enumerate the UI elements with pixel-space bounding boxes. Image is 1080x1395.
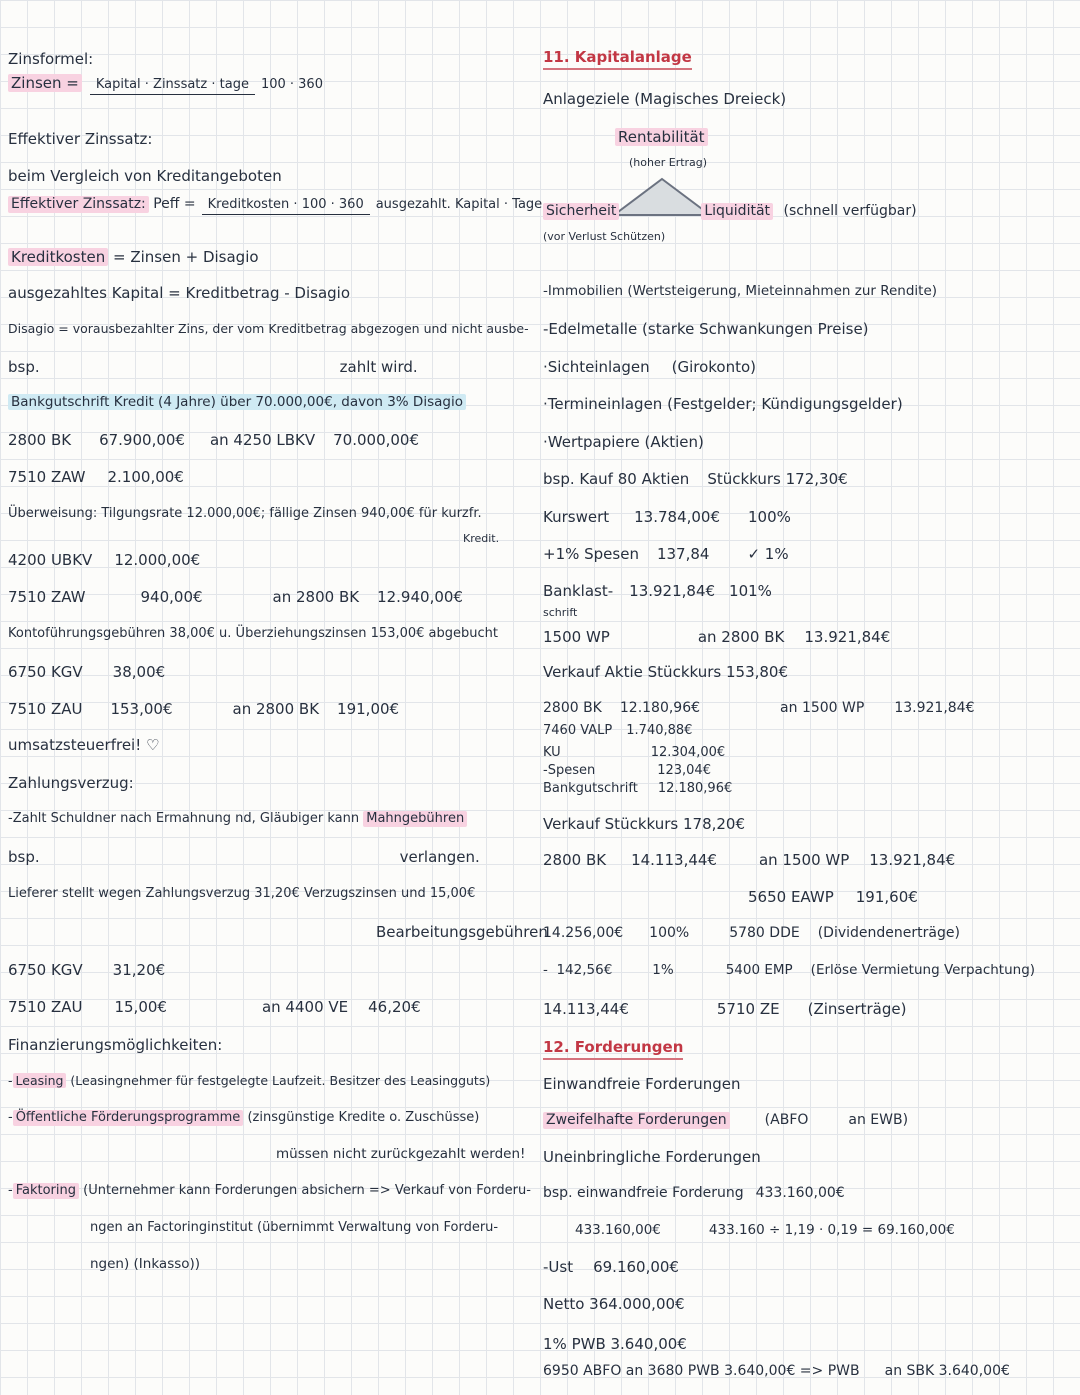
note-line [543,203,917,220]
fraction: Kreditkosten · 100 · 360 ausgezahlt. Kapital · Tage [202,197,549,215]
note-line [543,508,791,526]
text-segment: Finanzierungsmöglichkeiten: [8,1036,223,1054]
highlighted-term: Effektiver Zinssatz: [8,196,149,213]
note-line [543,1038,683,1060]
text-segment: 137,84 [656,545,710,563]
text-segment: 101% [729,582,772,600]
note-line [543,815,745,833]
note-line [8,1073,490,1088]
note-line [543,470,848,488]
text-segment: 13.784,00€ [634,508,721,526]
highlighted-term: Bankgutschrift Kredit (4 Jahre) über 70.000,00€, davon 3% Disagio [8,394,466,410]
text-segment: -Ust [543,1258,574,1276]
note-line [8,358,418,376]
text-segment: Peff = [148,196,196,212]
text-segment: 4200 UBKV [8,551,93,569]
note-line [8,1146,525,1162]
note-line [8,551,200,569]
text-segment: 13.921,84€ [629,582,716,600]
note-line [543,1295,685,1313]
text-segment: Banklast- [543,582,614,600]
text-segment: 38,00€ [112,663,166,681]
note-line [543,1185,845,1202]
text-segment: Anlageziele (Magisches Dreieck) [543,90,787,108]
note-line [8,50,93,68]
text-segment: beim Vergleich von Kreditangeboten [8,167,282,185]
text-segment: Effektiver Zinssatz: [8,130,153,148]
text-segment: ngen) (Inkasso)) [90,1256,201,1272]
text-segment: Disagio = vorausbezahlter Zins, der vom Kreditbetrag abgezogen und nicht ausbe- [8,321,529,336]
text-segment: schrift [543,606,578,619]
note-line [8,431,419,449]
text-segment: Zinsformel: [8,50,94,68]
text-segment: 13.921,84€ [869,851,956,869]
note-line [8,321,529,336]
text-segment: 2800 BK [8,431,72,449]
text-segment: an 1500 WP [758,851,850,869]
text-segment: bsp. einwandfreie Forderung [543,1185,744,1201]
note-line [543,90,786,108]
text-segment: an EWB) [848,1112,909,1128]
text-segment: (Girokonto) [671,358,757,376]
note-line [8,1036,222,1054]
text-segment: 13.921,84€ [804,628,891,646]
note-line [8,248,259,266]
note-line [8,74,329,95]
text-segment: 100% [649,925,690,941]
text-segment: 31,20€ [112,961,166,979]
text-segment: 7510 ZAU [8,998,83,1016]
note-line [543,152,707,170]
text-segment: 12.180,96€ [657,781,733,796]
text-segment: an 2800 BK [272,588,360,606]
text-segment: 2800 BK [543,851,607,869]
text-segment: Verkauf Stückkurs 178,20€ [543,815,746,833]
text-segment: 14.113,44€ [631,851,717,869]
highlighted-term: Öffentliche Förderungsprogramme [13,1110,244,1126]
text-segment: an SBK 3.640,00€ [884,1363,1010,1379]
text-segment: umsatzsteuerfrei! ♡ [8,736,160,754]
note-line [543,720,692,739]
highlighted-term: Kreditkosten [8,248,108,266]
text-segment: 7460 VALP [543,723,613,738]
text-segment: - [8,1110,13,1125]
note-line [543,1112,908,1129]
text-segment: 191,60€ [855,888,918,906]
highlighted-term: Leasing [13,1073,67,1088]
note-line [543,628,890,646]
note-line [543,1335,687,1353]
text-segment: = Zinsen + Disagio [108,248,259,266]
note-line [8,196,548,215]
text-segment: bsp. Kauf 80 Aktien [543,470,690,488]
text-segment: 6750 KGV [8,663,83,681]
text-segment: +1% Spesen [543,545,639,563]
text-segment: Kredit. [463,532,500,545]
note-line [8,886,475,902]
note-line [543,1258,679,1276]
text-segment: 2800 BK [543,700,602,716]
text-segment: 69.160,00€ [593,1258,679,1276]
text-segment: bsp. [8,358,40,376]
note-line [543,128,708,146]
text-segment: -Spesen [543,763,596,778]
highlighted-term: Mahngebühren [363,811,467,827]
text-segment: -Immobilien (Wertsteigerung, Mieteinnahmen zur Rendite) [543,283,938,299]
note-line [543,700,975,717]
text-segment: 123,04€ [657,763,711,778]
text-segment: 940,00€ [140,588,203,606]
section-heading: 11. Kapitalanlage [543,48,692,70]
text-segment: 433.160,00€ [575,1222,661,1238]
note-line [543,1222,955,1238]
text-segment: 7510 ZAU [8,700,83,718]
note-line [543,395,903,413]
text-segment: zahlt wird. [339,358,418,376]
text-segment: 6950 ABFO an 3680 PWB 3.640,00€ => PWB [543,1363,860,1379]
text-segment: Einwandfreie Forderungen [543,1075,741,1093]
text-segment: 15,00€ [114,998,167,1016]
text-segment: Lieferer stellt wegen Zahlungsverzug 31,20€ Verzugszinsen und 15,00€ [8,886,476,901]
text-segment: bsp. [8,848,40,866]
note-line [543,48,692,70]
note-line [8,1256,200,1272]
note-line [8,774,134,792]
text-segment: 5400 EMP [725,962,793,978]
text-segment: (ABFO [764,1112,809,1128]
text-segment: 14.113,44€ [543,1000,629,1018]
note-line [543,582,772,600]
note-line [543,320,869,338]
highlighted-term: Rentabilität [615,128,708,146]
text-segment: ·Sichteinlagen [543,358,650,376]
text-segment: (hoher Ertrag) [629,156,708,169]
text-segment: an 4400 VE [261,998,349,1016]
text-segment: 433.160 ÷ 1,19 · 0,19 = 69.160,00€ [708,1222,955,1238]
note-line [543,778,732,797]
text-segment: -Edelmetalle (starke Schwankungen Preise) [543,320,869,338]
text-segment: -Zahlt Schuldner nach Ermahnung nd, Gläubiger kann [8,811,364,826]
note-line [543,742,725,761]
section-heading: 12. Forderungen [543,1038,683,1060]
note-line [8,626,498,642]
text-segment: - [8,1183,13,1198]
text-segment: 14.256,00€ [543,925,624,941]
text-segment: 5710 ZE [716,1000,780,1018]
text-segment: Bankgutschrift [543,781,638,796]
text-segment: (Zinserträge) [807,1000,907,1018]
note-line [543,602,577,620]
text-segment: (Erlöse Vermietung Verpachtung) [810,962,1036,978]
text-segment: 6750 KGV [8,961,83,979]
text-segment: 153,00€ [110,700,173,718]
note-line [543,888,918,906]
text-segment: KU [543,745,561,760]
highlighted-term: Sicherheit [543,203,619,220]
text-segment: (vor Verlust Schützen) [543,230,666,243]
fraction: Kapital · Zinssatz · tage 100 · 360 [90,77,329,95]
text-segment: 7510 ZAW [8,588,86,606]
text-segment: Bearbeitungsgebühren [376,923,548,941]
note-line [8,506,482,522]
text-segment: - [8,1073,13,1088]
note-line [8,167,282,185]
note-line [543,358,756,376]
note-line [8,468,184,486]
text-segment: Uneinbringliche Forderungen [543,1148,761,1166]
note-line [543,1363,1010,1380]
note-line [543,1000,906,1018]
text-segment: 12.304,00€ [650,745,726,760]
text-segment: 70.000,00€ [333,431,420,449]
note-line [8,700,399,718]
text-segment: verlangen. [399,848,480,866]
text-segment: 12.000,00€ [114,551,201,569]
text-segment: Stückkurs 172,30€ [707,470,848,488]
note-line [8,998,421,1016]
highlighted-term: Zinsen = [8,74,82,92]
note-line [543,1148,761,1166]
note-line [8,848,480,866]
note-line [8,961,165,979]
note-line [8,528,499,546]
text-segment: ausgezahltes Kapital = Kreditbetrag - Disagio [8,284,351,302]
text-segment: 5780 DDE [729,925,800,941]
text-segment: 1.740,88€ [626,723,693,738]
text-segment: 7510 ZAW [8,468,86,486]
note-line [8,811,467,827]
text-segment: 12.180,96€ [619,700,701,716]
text-segment: an 2800 BK [232,700,320,718]
note-line [8,663,165,681]
note-line [8,394,466,410]
note-line [543,226,665,244]
text-segment: (zinsgünstige Kredite o. Zuschüsse) [243,1110,480,1125]
text-segment: Zahlungsverzug: [8,774,134,792]
text-segment: 12.940,00€ [377,588,463,606]
text-segment: Kurswert [543,508,610,526]
note-line [543,663,788,681]
text-segment: an 2800 BK [697,628,785,646]
text-segment: an 1500 WP [780,700,865,716]
text-segment: (Leasingnehmer für festgelegte Laufzeit. Besitzer des Leasingguts) [66,1073,491,1088]
text-segment: ·Wertpapiere (Aktien) [543,433,704,451]
text-segment: 67.900,00€ [99,431,185,449]
note-line [543,760,711,779]
text-segment: 5650 EAWP [748,888,834,906]
note-line [543,283,937,299]
note-line [8,736,159,754]
text-segment: 2.100,00€ [107,468,184,486]
note-line [8,1110,479,1126]
note-line [543,851,955,869]
text-segment: 100% [748,508,791,526]
text-segment: ✓ 1% [747,545,789,563]
text-segment: (Dividendenerträge) [817,925,960,941]
note-line [8,588,463,606]
text-segment: an 4250 LBKV [209,431,316,449]
text-segment: müssen nicht zurückgezahlt werden! [276,1146,526,1162]
text-segment: 1500 WP [543,628,610,646]
highlighted-term: Zweifelhafte Forderungen [543,1112,730,1129]
text-segment: 13.921,84€ [894,700,975,716]
text-segment: Überweisung: Tilgungsrate 12.000,00€; fällige Zinsen 940,00€ für kurzfr. [8,506,482,521]
note-line [543,433,704,451]
highlighted-term: Faktoring [13,1183,79,1199]
note-line [8,1220,498,1236]
text-segment: Kontoführungsgebühren 38,00€ u. Überziehungszinsen 153,00€ abgebucht [8,626,498,641]
text-segment: 191,00€ [337,700,400,718]
text-segment: (schnell verfügbar) [779,203,917,219]
note-line [543,962,1035,978]
text-segment: (Unternehmer kann Forderungen absichern => Verkauf von Forderu- [78,1183,531,1198]
text-segment: ngen an Factoringinstitut (übernimmt Verwaltung von Forderu- [90,1220,499,1235]
text-segment: 1% PWB 3.640,00€ [543,1335,687,1353]
text-segment: 1% [652,962,674,978]
text-segment: Netto 364.000,00€ [543,1295,685,1313]
text-segment: 433.160,00€ [755,1185,845,1201]
note-line [543,925,960,942]
note-line [8,1183,531,1199]
note-line [543,1075,741,1093]
text-segment: ·Termineinlagen (Festgelder; Kündigungsgelder) [543,395,903,413]
text-segment: 46,20€ [368,998,421,1016]
note-line [543,545,789,563]
text-segment: Verkauf Aktie Stückkurs 153,80€ [543,663,789,681]
note-line [8,130,152,148]
note-line [8,284,350,302]
highlighted-term: Liquidität [701,203,773,220]
text-segment: - 142,56€ [543,962,613,978]
note-line [8,923,548,941]
